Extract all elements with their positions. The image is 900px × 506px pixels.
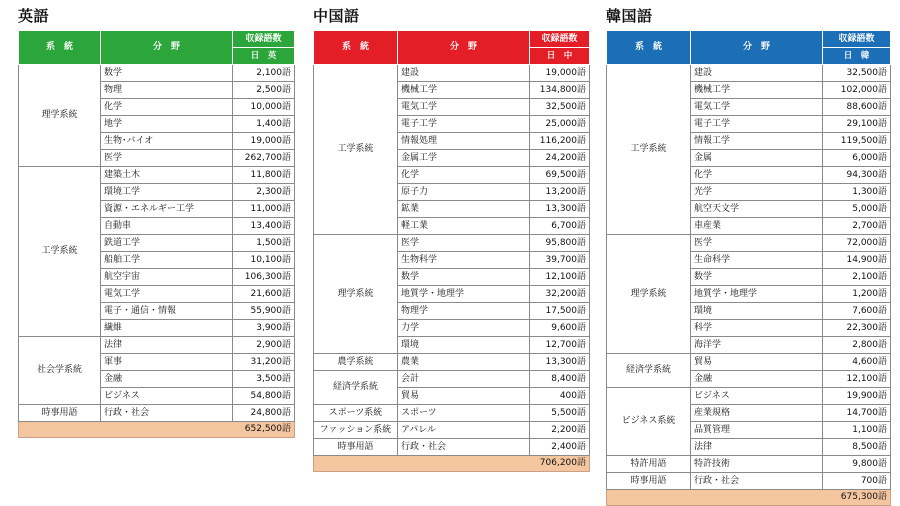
total-row xyxy=(19,422,295,438)
field-name: 農業 xyxy=(398,354,530,371)
table-row xyxy=(314,235,590,252)
total-spacer xyxy=(607,490,823,506)
total-row xyxy=(314,456,590,472)
field-name: 物理 xyxy=(101,82,233,99)
group-name: 工学系統 xyxy=(314,65,398,235)
field-name: 生命科学 xyxy=(691,252,823,269)
field-name: 軽工業 xyxy=(398,218,530,235)
word-count: 19,000語 xyxy=(233,133,295,150)
field-name: 金属工学 xyxy=(398,150,530,167)
group-name: 時事用語 xyxy=(19,405,101,422)
word-count: 1,200語 xyxy=(823,286,891,303)
word-count: 31,200語 xyxy=(233,354,295,371)
table-row xyxy=(314,422,590,439)
word-count: 13,400語 xyxy=(233,218,295,235)
word-count: 2,200語 xyxy=(530,422,590,439)
field-name: 数学 xyxy=(691,269,823,286)
field-name: ビジネス xyxy=(101,388,233,405)
field-name: 化学 xyxy=(398,167,530,184)
word-count: 1,500語 xyxy=(233,235,295,252)
word-count: 1,400語 xyxy=(233,116,295,133)
word-count: 39,700語 xyxy=(530,252,590,269)
field-name: 繊維 xyxy=(101,320,233,337)
group-name: 特許用語 xyxy=(607,456,691,473)
total-row xyxy=(607,490,891,506)
field-name: 機械工学 xyxy=(691,82,823,99)
word-count: 106,300語 xyxy=(233,269,295,286)
field-name: 鉄道工学 xyxy=(101,235,233,252)
word-count: 6,700語 xyxy=(530,218,590,235)
table-row xyxy=(607,235,891,252)
word-count: 119,500語 xyxy=(823,133,891,150)
header-row xyxy=(19,31,295,48)
word-count: 17,500語 xyxy=(530,303,590,320)
group-name: 農学系統 xyxy=(314,354,398,371)
header-row xyxy=(314,31,590,48)
table-row xyxy=(607,65,891,82)
total-count: 706,200語 xyxy=(530,456,590,472)
field-name: 産業規格 xyxy=(691,405,823,422)
word-count: 54,800語 xyxy=(233,388,295,405)
word-count: 12,100語 xyxy=(530,269,590,286)
header-system: 系 統 xyxy=(314,31,398,65)
field-name: 貿易 xyxy=(691,354,823,371)
word-count: 6,000語 xyxy=(823,150,891,167)
word-count: 69,500語 xyxy=(530,167,590,184)
word-count: 134,800語 xyxy=(530,82,590,99)
field-name: 電気工学 xyxy=(101,286,233,303)
field-name: 環境 xyxy=(691,303,823,320)
field-name: 化学 xyxy=(691,167,823,184)
field-name: 物理学 xyxy=(398,303,530,320)
english-vocab-table xyxy=(18,30,295,438)
word-count: 102,000語 xyxy=(823,82,891,99)
field-name: 情報処理 xyxy=(398,133,530,150)
panel-title: 英語 xyxy=(18,7,50,25)
word-count: 22,300語 xyxy=(823,320,891,337)
word-count: 2,100語 xyxy=(823,269,891,286)
word-count: 2,900語 xyxy=(233,337,295,354)
field-name: 貿易 xyxy=(398,388,530,405)
field-name: 船舶工学 xyxy=(101,252,233,269)
word-count: 1,100語 xyxy=(823,422,891,439)
header-system: 系 統 xyxy=(19,31,101,65)
word-count: 2,300語 xyxy=(233,184,295,201)
word-count: 95,800語 xyxy=(530,235,590,252)
word-count: 11,800語 xyxy=(233,167,295,184)
field-name: 法律 xyxy=(101,337,233,354)
group-name: 工学系統 xyxy=(607,65,691,235)
panel-title: 中国語 xyxy=(313,7,360,25)
field-name: 医学 xyxy=(691,235,823,252)
word-count: 12,700語 xyxy=(530,337,590,354)
word-count: 94,300語 xyxy=(823,167,891,184)
table-row xyxy=(19,167,295,184)
group-name: 経済学系統 xyxy=(607,354,691,388)
field-name: 会計 xyxy=(398,371,530,388)
field-name: 電子工学 xyxy=(691,116,823,133)
group-name: 時事用語 xyxy=(314,439,398,456)
korean-vocab-table xyxy=(606,30,891,506)
word-count: 32,500語 xyxy=(530,99,590,116)
table-row xyxy=(607,388,891,405)
field-name: 電気工学 xyxy=(691,99,823,116)
header-field: 分 野 xyxy=(101,31,233,65)
word-count: 4,600語 xyxy=(823,354,891,371)
word-count: 13,300語 xyxy=(530,201,590,218)
word-count: 2,800語 xyxy=(823,337,891,354)
word-count: 116,200語 xyxy=(530,133,590,150)
group-name: 経済学系統 xyxy=(314,371,398,405)
field-name: 環境 xyxy=(398,337,530,354)
word-count: 7,600語 xyxy=(823,303,891,320)
field-name: 原子力 xyxy=(398,184,530,201)
group-name: スポーツ系統 xyxy=(314,405,398,422)
field-name: 環境工学 xyxy=(101,184,233,201)
header-count: 収録語数 xyxy=(233,31,295,48)
header-system: 系 統 xyxy=(607,31,691,65)
field-name: 生物科学 xyxy=(398,252,530,269)
field-name: 車産業 xyxy=(691,218,823,235)
word-count: 14,900語 xyxy=(823,252,891,269)
field-name: 電気工学 xyxy=(398,99,530,116)
word-count: 2,500語 xyxy=(233,82,295,99)
field-name: 自動車 xyxy=(101,218,233,235)
word-count: 700語 xyxy=(823,473,891,490)
group-name: 理学系統 xyxy=(19,65,101,167)
group-name: ビジネス系統 xyxy=(607,388,691,456)
total-count: 652,500語 xyxy=(233,422,295,438)
table-row xyxy=(314,439,590,456)
field-name: 地学 xyxy=(101,116,233,133)
field-name: 機械工学 xyxy=(398,82,530,99)
field-name: ビジネス xyxy=(691,388,823,405)
field-name: 地質学・地理学 xyxy=(398,286,530,303)
word-count: 8,500語 xyxy=(823,439,891,456)
table-row xyxy=(19,405,295,422)
header-row xyxy=(607,31,891,48)
word-count: 10,100語 xyxy=(233,252,295,269)
word-count: 13,200語 xyxy=(530,184,590,201)
word-count: 2,700語 xyxy=(823,218,891,235)
header-field: 分 野 xyxy=(398,31,530,65)
word-count: 19,900語 xyxy=(823,388,891,405)
word-count: 5,000語 xyxy=(823,201,891,218)
word-count: 19,000語 xyxy=(530,65,590,82)
word-count: 55,900語 xyxy=(233,303,295,320)
word-count: 400語 xyxy=(530,388,590,405)
table-row xyxy=(19,65,295,82)
field-name: 建設 xyxy=(691,65,823,82)
field-name: 電子・通信・情報 xyxy=(101,303,233,320)
field-name: 科学 xyxy=(691,320,823,337)
field-name: 建設 xyxy=(398,65,530,82)
word-count: 25,000語 xyxy=(530,116,590,133)
table-row xyxy=(314,405,590,422)
word-count: 10,000語 xyxy=(233,99,295,116)
field-name: 航空天文学 xyxy=(691,201,823,218)
word-count: 88,600語 xyxy=(823,99,891,116)
total-spacer xyxy=(314,456,530,472)
word-count: 9,800語 xyxy=(823,456,891,473)
field-name: 金融 xyxy=(101,371,233,388)
chinese-vocab-table xyxy=(313,30,590,472)
field-name: 行政・社会 xyxy=(398,439,530,456)
field-name: 数学 xyxy=(398,269,530,286)
header-language-pair: 日 英 xyxy=(233,48,295,65)
word-count: 3,500語 xyxy=(233,371,295,388)
korean-panel xyxy=(606,6,891,506)
word-count: 5,500語 xyxy=(530,405,590,422)
field-name: スポーツ xyxy=(398,405,530,422)
word-count: 1,300語 xyxy=(823,184,891,201)
field-name: 金融 xyxy=(691,371,823,388)
field-name: 医学 xyxy=(398,235,530,252)
word-count: 21,600語 xyxy=(233,286,295,303)
word-count: 2,100語 xyxy=(233,65,295,82)
header-count: 収録語数 xyxy=(530,31,590,48)
field-name: 電子工学 xyxy=(398,116,530,133)
field-name: 鉱業 xyxy=(398,201,530,218)
word-count: 14,700語 xyxy=(823,405,891,422)
table-row xyxy=(607,456,891,473)
group-name: 社会学系統 xyxy=(19,337,101,405)
field-name: 光学 xyxy=(691,184,823,201)
word-count: 11,000語 xyxy=(233,201,295,218)
header-count: 収録語数 xyxy=(823,31,891,48)
table-row xyxy=(314,65,590,82)
header-language-pair: 日 韓 xyxy=(823,48,891,65)
english-panel xyxy=(18,6,295,438)
total-count: 675,300語 xyxy=(823,490,891,506)
word-count: 2,400語 xyxy=(530,439,590,456)
panel-title: 韓国語 xyxy=(606,7,653,25)
field-name: 医学 xyxy=(101,150,233,167)
table-row xyxy=(19,337,295,354)
field-name: 資源・エネルギー工学 xyxy=(101,201,233,218)
group-name: 理学系統 xyxy=(607,235,691,354)
word-count: 262,700語 xyxy=(233,150,295,167)
word-count: 13,300語 xyxy=(530,354,590,371)
chinese-panel xyxy=(313,6,590,472)
field-name: 建築土木 xyxy=(101,167,233,184)
word-count: 72,000語 xyxy=(823,235,891,252)
field-name: 力学 xyxy=(398,320,530,337)
table-row xyxy=(607,473,891,490)
word-count: 32,500語 xyxy=(823,65,891,82)
field-name: 法律 xyxy=(691,439,823,456)
group-name: 理学系統 xyxy=(314,235,398,354)
group-name: 時事用語 xyxy=(607,473,691,490)
field-name: 海洋学 xyxy=(691,337,823,354)
word-count: 8,400語 xyxy=(530,371,590,388)
table-row xyxy=(607,354,891,371)
total-spacer xyxy=(19,422,233,438)
field-name: 航空宇宙 xyxy=(101,269,233,286)
word-count: 29,100語 xyxy=(823,116,891,133)
word-count: 3,900語 xyxy=(233,320,295,337)
field-name: 品質管理 xyxy=(691,422,823,439)
field-name: 数学 xyxy=(101,65,233,82)
group-name: ファッション系統 xyxy=(314,422,398,439)
word-count: 24,800語 xyxy=(233,405,295,422)
field-name: 生物･バイオ xyxy=(101,133,233,150)
field-name: 行政・社会 xyxy=(101,405,233,422)
table-row xyxy=(314,354,590,371)
word-count: 32,200語 xyxy=(530,286,590,303)
word-count: 24,200語 xyxy=(530,150,590,167)
field-name: 地質学・地理学 xyxy=(691,286,823,303)
field-name: 特許技術 xyxy=(691,456,823,473)
field-name: 情報工学 xyxy=(691,133,823,150)
word-count: 9,600語 xyxy=(530,320,590,337)
field-name: アパレル xyxy=(398,422,530,439)
field-name: 軍事 xyxy=(101,354,233,371)
header-language-pair: 日 中 xyxy=(530,48,590,65)
table-row xyxy=(314,371,590,388)
field-name: 化学 xyxy=(101,99,233,116)
header-field: 分 野 xyxy=(691,31,823,65)
field-name: 行政・社会 xyxy=(691,473,823,490)
field-name: 金属 xyxy=(691,150,823,167)
word-count: 12,100語 xyxy=(823,371,891,388)
group-name: 工学系統 xyxy=(19,167,101,337)
